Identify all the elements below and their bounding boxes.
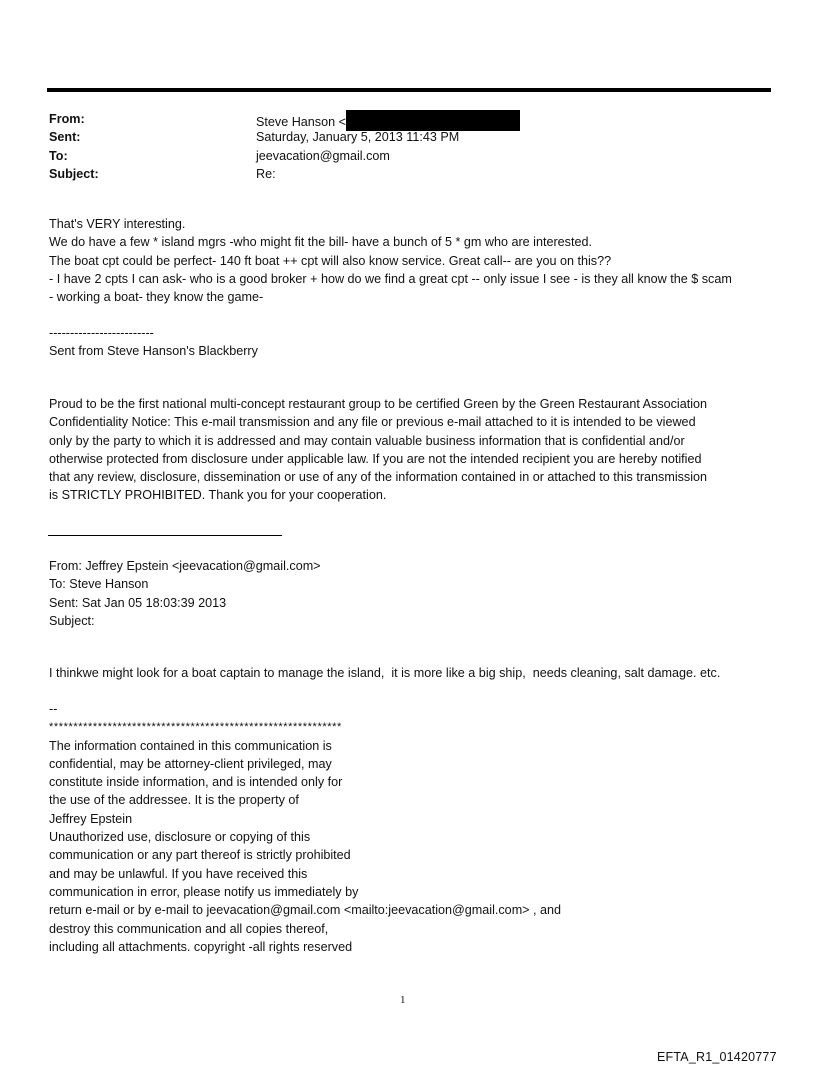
reply-body: [49, 215, 732, 306]
quoted-to: To: Steve Hanson: [49, 577, 149, 592]
disclaimer-line: Jeffrey Epstein: [49, 811, 133, 826]
signature: [49, 324, 258, 361]
reply-line: The boat cpt could be perfect- 140 ft boat ++ cpt will also know service. Great call-- are you on this??: [49, 253, 612, 268]
quoted-body: [49, 664, 720, 682]
notice-line: only by the party to which it is addressed and may contain valuable business information that is confidential and/or: [49, 433, 685, 448]
disclaimer-line: destroy this communication and all copies thereof,: [49, 921, 329, 936]
to-label: To:: [49, 148, 68, 163]
disclaimer-line: communication in error, please notify us immediately by: [49, 884, 359, 899]
disclaimer-line: constitute inside information, and is intended only for: [49, 775, 343, 790]
disclaimer-line: Unauthorized use, disclosure or copying of this: [49, 830, 311, 845]
disclaimer-line: communication or any part thereof is strictly prohibited: [49, 848, 351, 863]
reply-line: - I have 2 cpts I can ask- who is a good broker + how do we find a great cpt -- only issue I see - is they all know the $ scam: [49, 271, 732, 286]
disclaimer-line: confidential, may be attorney-client privileged, may: [49, 756, 332, 771]
signature-dashes: -------------------------: [49, 326, 154, 340]
header-top-rule: [47, 88, 771, 92]
confidentiality-notice: [49, 395, 707, 505]
quoted-body-text: I thinkwe might look for a boat captain to manage the island, it is more like a big ship, needs cleaning, salt damage. etc.: [49, 666, 721, 680]
disclaimer-line: ************************************************************: [49, 721, 342, 734]
to-value: jeevacation@gmail.com: [256, 148, 390, 163]
reply-line: That's VERY interesting.: [49, 217, 186, 231]
notice-line: Proud to be the first national multi-concept restaurant group to be certified Green by the Green Restaurant Association: [49, 397, 708, 411]
document-id-stamp: EFTA_R1_01420777: [657, 1050, 777, 1064]
separator-rule: [48, 535, 282, 536]
to-row: [49, 147, 649, 165]
from-row: [49, 110, 649, 128]
quoted-from: From: Jeffrey Epstein <jeevacation@gmail.com>: [49, 559, 321, 573]
subject-value: Re:: [256, 166, 276, 181]
disclaimer-line: The information contained in this communication is: [49, 738, 332, 753]
notice-line: otherwise protected from disclosure under applicable law. If you are not the intended recipient you are hereby notified: [49, 451, 702, 466]
subject-label: Subject:: [49, 166, 99, 181]
subject-row: [49, 165, 649, 183]
disclaimer-line: and may be unlawful. If you have received this: [49, 866, 308, 881]
quoted-sent: Sent: Sat Jan 05 18:03:39 2013: [49, 595, 227, 610]
quoted-subject: Subject:: [49, 613, 95, 628]
reply-line: - working a boat- they know the game-: [49, 290, 264, 305]
disclaimer-line: including all attachments. copyright -all rights reserved: [49, 939, 353, 954]
notice-line: is STRICTLY PROHIBITED. Thank you for your cooperation.: [49, 488, 387, 503]
sent-label: Sent:: [49, 130, 81, 145]
footer-disclaimer: [49, 700, 561, 956]
notice-line: Confidentiality Notice: This e-mail transmission and any file or previous e-mail attached to it is intended to be viewed: [49, 415, 696, 430]
quoted-header: [49, 557, 321, 630]
disclaimer-line: the use of the addressee. It is the property of: [49, 793, 299, 808]
from-sender: Steve Hanson <: [256, 115, 346, 129]
email-header: [49, 110, 649, 183]
sent-value: Saturday, January 5, 2013 11:43 PM: [256, 130, 460, 145]
disclaimer-line: --: [49, 702, 58, 716]
signature-sent-from: Sent from Steve Hanson's Blackberry: [49, 344, 258, 359]
from-label: From:: [49, 112, 85, 126]
notice-line: that any review, disclosure, dissemination or use of any of the information contained in or attached to this transmission: [49, 470, 708, 485]
page-number: 1: [400, 994, 406, 1006]
reply-line: We do have a few * island mgrs -who might fit the bill- have a bunch of 5 * gm who are interested.: [49, 235, 592, 250]
disclaimer-line: return e-mail or by e-mail to jeevacation@gmail.com <mailto:jeevacation@gmail.com> , and: [49, 903, 562, 918]
sent-row: [49, 128, 649, 146]
